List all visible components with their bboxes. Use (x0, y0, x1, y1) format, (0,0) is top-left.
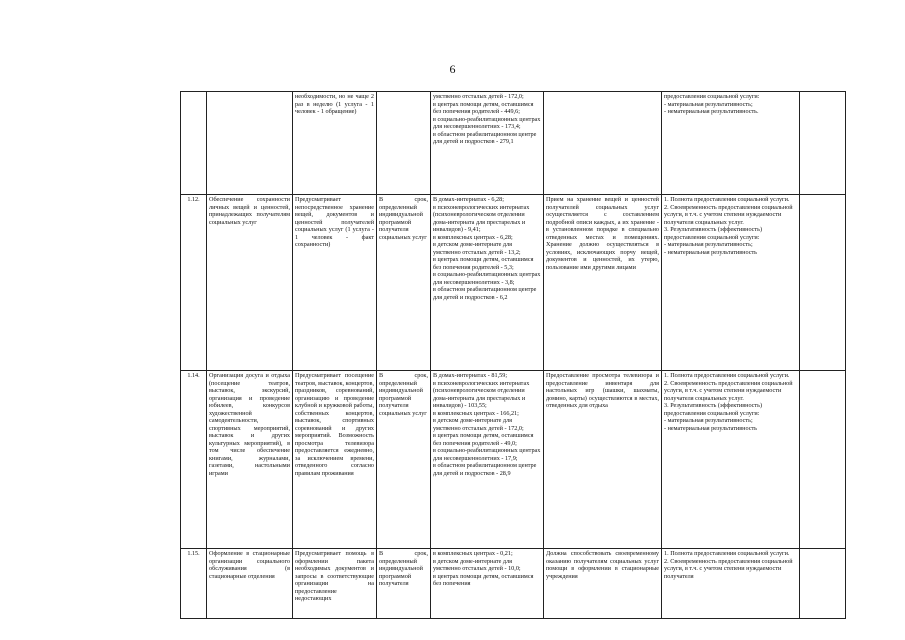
service-name (207, 92, 293, 195)
service-tariff: В домах-интернатах - 6,28; в психоневрологических интернатах (психоневрологическом отделении дома-интерната для престарелых и инвалидов) - 9,41; в комплексных центрах - 6,28; в детском доме-интернате для умственно отсталых детей - 13,2; в центрах помощи детям, оставшимся без попечения родителей - 5,3; в социально-реабилитационных центрах для несовершеннолетних - 3,8; в областном реабилитационном центре для детей и подростков - 6,2 (431, 195, 544, 371)
row-number: 1.14. (181, 371, 207, 549)
service-term: В срок, определенный индивидуальной программой получателя социальных услуг (377, 371, 431, 549)
row-number: 1.15. (181, 549, 207, 619)
service-indicators: 1. Полнота предоставления социальной услуги. 2. Своевременность предоставления социальной услуги, в т.ч. с учетом степени нуждаемости получателя социальных услуг. 3. Результативность (эффективность) предоставления социальной услуги: - материальная результативность; - нематериальная результативность (662, 371, 800, 549)
table-row (181, 195, 846, 371)
service-term: В срок, определенный индивидуальной программой получателя (377, 549, 431, 619)
service-tariff: В домах-интернатах - 81,59; в психоневрологических интернатах (психоневрологическом отделении дома-интерната для престарелых и инвалидов) - 103,55; в комплексных центрах - 166,21; в детском доме-интернате для умственно отсталых детей - 172,0; в центрах помощи детям, оставшимся без попечения родителей - 49,0; в социально-реабилитационных центрах для несовершеннолетних - 17,9; в областном реабилитационном центре для детей и подростков - 28,9 (431, 371, 544, 549)
service-extra (800, 92, 846, 195)
table-row (181, 371, 846, 549)
row-number (181, 92, 207, 195)
table-row (181, 92, 846, 195)
service-description: Предусматривает непосредственное хранение вещей, документов и ценностей получателей социальных услуг (1 услуга - 1 человек - факт сохранности) (293, 195, 377, 371)
service-indicators: предоставления социальной услуги: - материальная результативность; - нематериальная результативность. (662, 92, 800, 195)
page-number: 6 (449, 62, 456, 76)
service-name: Организация досуга и отдыха (посещение театров, выставок, экскурсий, организация и проведение юбилеев, конкурсов художественной самодеятельности, спортивных мероприятий, выставок и других культурных мероприятий), в том числе обеспечение книгами, журналами, газетами, настольными играми (207, 371, 293, 549)
service-extra (800, 195, 846, 371)
service-name: Обеспечение сохранности личных вещей и ценностей, принадлежащих получателям социальных услуг (207, 195, 293, 371)
service-name: Оформление в стационарные организации социального обслуживания (в стационарные отделения (207, 549, 293, 619)
service-description: Предусматривает помощь в оформлении пакета необходимых документов и запросы в соответствующие организации на предоставление недостающих (293, 549, 377, 619)
service-indicators: 1. Полнота предоставления социальной услуги. 2. Своевременность предоставления социальной услуги, в т.ч. с учетом степени нуждаемости получателя (662, 549, 800, 619)
service-conditions: Предоставление просмотра телевизора и предоставление инвентаря для настольных игр (шашки, шахматы, домино, карты) осуществляются в местах, отведенных для отдыха (544, 371, 662, 549)
service-term: В срок, определенный индивидуальной программой получателя социальных услуг (377, 195, 431, 371)
service-indicators: 1. Полнота предоставления социальной услуги. 2. Своевременность предоставления социальной услуги, в т.ч. с учетом степени нуждаемости получателя социальных услуг. 3. Результативность (эффективность) предоставления социальной услуги: - материальная результативность; - нематериальная результативность (662, 195, 800, 371)
table-row (181, 549, 846, 619)
service-extra (800, 549, 846, 619)
service-description: Предусматривает посещение театров, выставок, концертов, праздников, соревнований, организацию и проведение клубной и кружковой работы, собственных концертов, выставок, спортивных соревнований и других мероприятий. Возможность просмотра телевизора предоставляется ежедневно, за исключением времени, отведенного согласно правилам проживания (293, 371, 377, 549)
row-number: 1.12. (181, 195, 207, 371)
service-description: необходимости, но не чаще 2 раз в неделю (1 услуга - 1 человек - 1 обращение) (293, 92, 377, 195)
service-conditions: Должна способствовать своевременному оказанию получателям социальных услуг помощи в оформлении в стационарные учреждения (544, 549, 662, 619)
service-term (377, 92, 431, 195)
service-extra (800, 371, 846, 549)
service-conditions (544, 92, 662, 195)
service-tariff: в комплексных центрах - 0,21; в детском доме-интернате для умственно отсталых детей - 10,0; в центрах помощи детям, оставшимся без попечения (431, 549, 544, 619)
social-services-table (180, 91, 846, 619)
service-conditions: Прием на хранение вещей и ценностей получателей социальных услуг осуществляется с составлением подробной описи каждых, а их хранение - в установленном порядке в специально отведенных местах и помещениях. Хранение должно осуществляться в условиях, исключающих порчу вещей, документов и ценностей, их утерю, пользование ими другими лицами (544, 195, 662, 371)
service-tariff: умственно отсталых детей - 172,0; в центрах помощи детям, оставшимся без попечения родителей - 449,6; в социально-реабилитационных центрах для несовершеннолетних - 173,4; в областном реабилитационном центре для детей и подростков - 279,1 (431, 92, 544, 195)
